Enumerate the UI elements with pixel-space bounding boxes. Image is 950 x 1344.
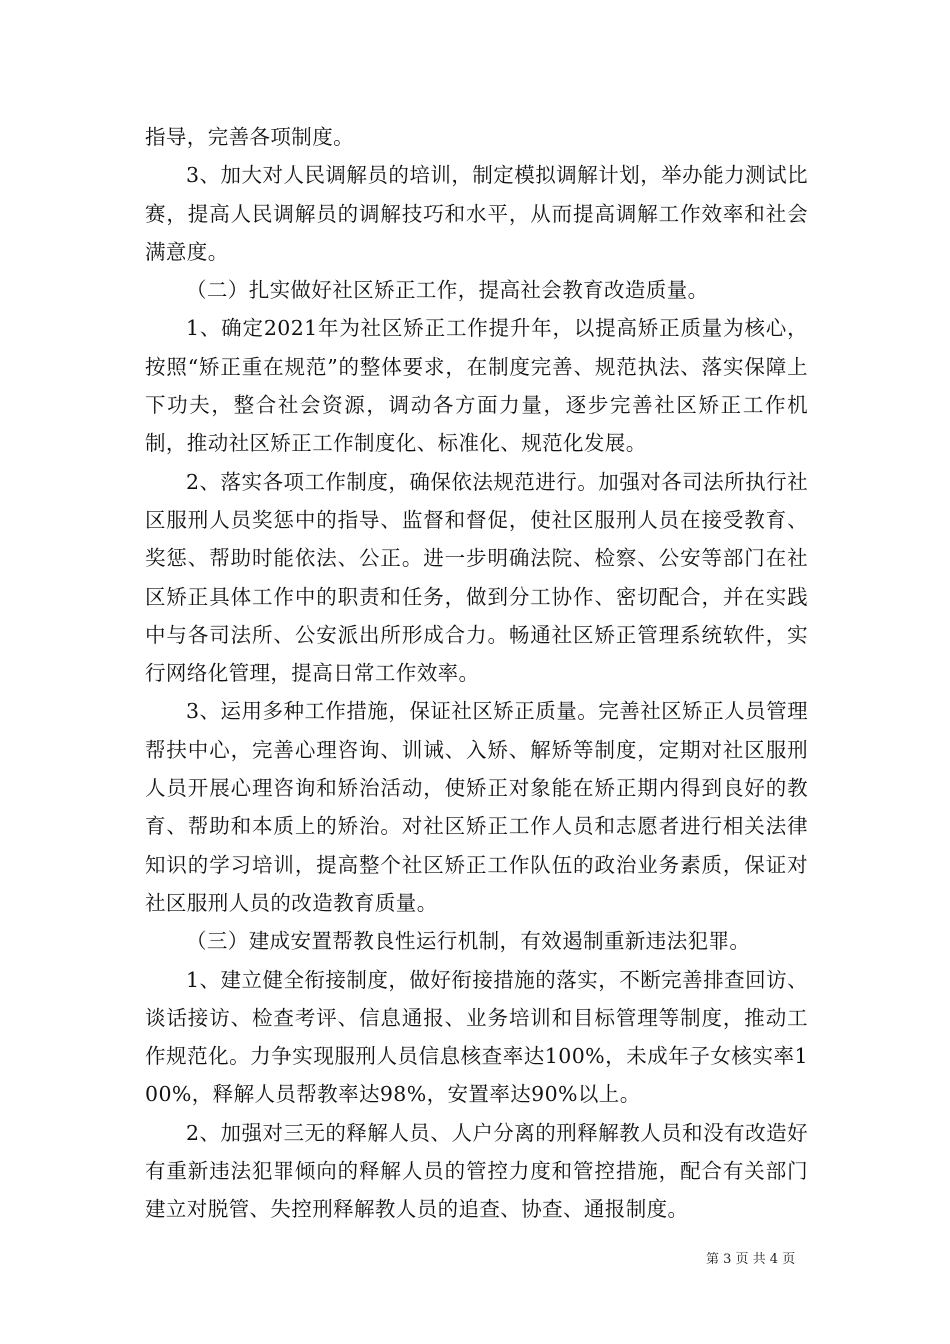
paragraph-1: 指导，完善各项制度。 bbox=[145, 125, 354, 149]
paragraph-4: 1、确定2021年为社区矫正工作提升年，以提高矫正质量为核心，按照“矫正重在规范”的整体要求，在制度完善、规范执法、落实保障上下功夫，整合社会资源，调动各方面力量，逐步完善社区矫正工作机制，推动社区矫正工作制度化、标准化、规范化发展。 bbox=[145, 316, 808, 456]
page-number-footer: 第 3 页 共 4 页 bbox=[706, 1252, 796, 1267]
paragraph-9: 2、加强对三无的释解人员、人户分离的刑释解教人员和没有改造好有重新违法犯罪倾向的释解人员的管控力度和管控措施，配合有关部门建立对脱管、失控刑释解教人员的追查、协查、通报制度。 bbox=[145, 1120, 808, 1222]
section-heading-2: （二）扎实做好社区矫正工作，提高社会教育改造质量。 bbox=[186, 278, 709, 303]
paragraph-6: 3、运用多种工作措施，保证社区矫正质量。完善社区矫正人员管理帮扶中心，完善心理咨询、训诫、入矫、解矫等制度，定期对社区服刑人员开展心理咨询和矫治活动，使矫正对象能在矫正期内得到良好的教育、帮助和本质上的矫治。对社区矫正工作人员和志愿者进行相关法律知识的学习培训，提高整个社区矫正工作队伍的政治业务素质，保证对社区服刑人员的改造教育质量。 bbox=[145, 699, 808, 915]
section-heading-3: （三）建成安置帮教良性运行机制，有效遏制重新违法犯罪。 bbox=[186, 929, 751, 954]
paragraph-8: 1、建立健全衔接制度，做好衔接措施的落实，不断完善排查回访、谈话接访、检查考评、信息通报、业务培训和目标管理等制度，推动工作规范化。力争实现服刑人员信息核查率达100%，未成年子女核实率100%，释解人员帮教率达98%，安置率达90%以上。 bbox=[145, 967, 808, 1107]
document-body bbox=[145, 118, 808, 1229]
paragraph-2: 3、加大对人民调解员的培训，制定模拟调解计划，举办能力测试比赛，提高人民调解员的调解技巧和水平，从而提高调解工作效率和社会满意度。 bbox=[145, 163, 808, 264]
paragraph-5: 2、落实各项工作制度，确保依法规范进行。加强对各司法所执行社区服刑人员奖惩中的指导、监督和督促，使社区服刑人员在接受教育、奖惩、帮助时能依法、公正。进一步明确法院、检察、公安等部门在社区矫正具体工作中的职责和任务，做到分工协作、密切配合，并在实践中与各司法所、公安派出所形成合力。畅通社区矫正管理系统软件，实行网络化管理，提高日常工作效率。 bbox=[145, 469, 808, 686]
